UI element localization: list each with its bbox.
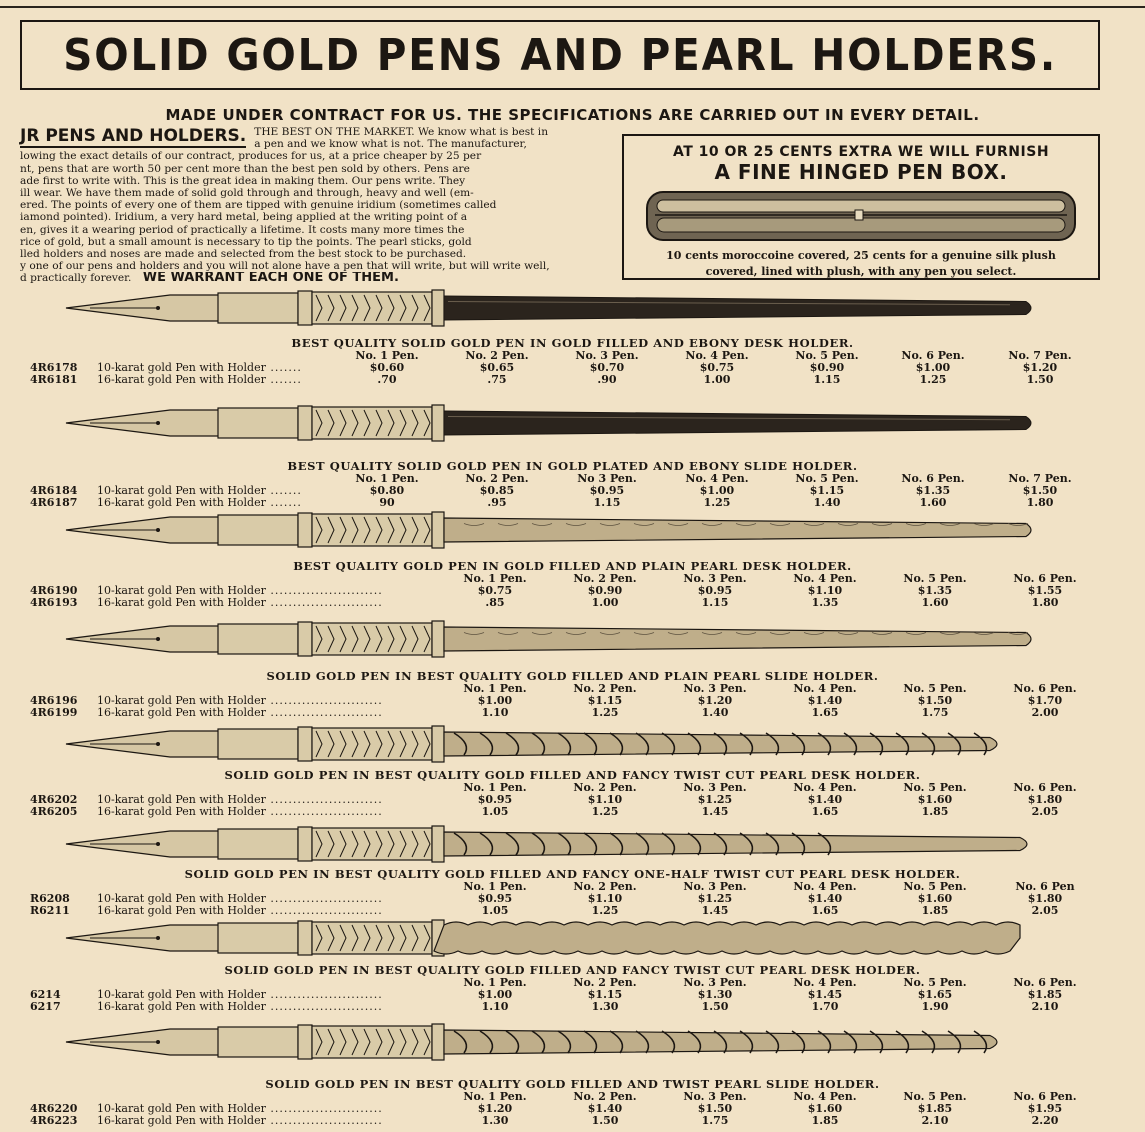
pen-size-header: No. 2 Pen. <box>573 976 637 989</box>
price: $1.25 <box>697 892 733 905</box>
price: $0.95 <box>589 484 625 497</box>
pen-nose <box>218 408 298 438</box>
pen-illustration <box>60 1016 1050 1068</box>
leader-dots: ......................... <box>265 706 383 719</box>
price: $0.70 <box>589 361 625 374</box>
page-subtitle: MADE UNDER CONTRACT FOR US. THE SPECIFICATIONS ARE CARRIED OUT IN EVERY DETAIL. <box>165 106 980 124</box>
price: $1.20 <box>1022 361 1058 374</box>
price: $1.40 <box>807 694 843 707</box>
price: $1.45 <box>807 988 843 1001</box>
leader-dots: ....... <box>265 373 302 386</box>
catalog-number: 4R6184 <box>30 484 78 497</box>
pen-engraved-band <box>312 623 432 655</box>
catalog-number: 4R6181 <box>30 373 78 386</box>
leader-dots: ......................... <box>265 596 383 609</box>
leader-dots: ....... <box>265 484 302 497</box>
leader-dots: ......................... <box>265 1114 383 1127</box>
price: 1.50 <box>701 1000 729 1013</box>
pen-box-caption2: covered, lined with plush, with any pen you select. <box>705 265 1017 278</box>
intro-line: rice of gold, but a small amount is necessary to tip the points. The pearl sticks, gold <box>20 235 472 248</box>
price: $1.55 <box>1027 584 1063 597</box>
price: $1.25 <box>697 793 733 806</box>
intro-line: y one of our pens and holders and you will not alone have a pen that will write, but will write well, <box>20 260 550 273</box>
pen-size-header: No. 4 Pen. <box>685 472 749 485</box>
price: $1.10 <box>587 793 623 806</box>
price: $0.75 <box>699 361 735 374</box>
price: $1.50 <box>1022 484 1058 497</box>
price: 1.00 <box>591 596 619 609</box>
leader-dots: ....... <box>265 361 302 374</box>
pen-size-header: No. 1 Pen. <box>355 472 419 485</box>
pen-size-header: No. 1 Pen. <box>463 880 527 893</box>
catalog-number: 4R6178 <box>30 361 78 374</box>
pen-size-header: No. 6 Pen <box>1015 880 1075 893</box>
price: 1.90 <box>921 1000 949 1013</box>
pen-size-header: No. 2 Pen. <box>573 1090 637 1103</box>
pen-illustration <box>60 398 1050 448</box>
price: 1.25 <box>591 706 619 719</box>
title-box <box>20 20 1100 90</box>
price: $1.00 <box>699 484 735 497</box>
catalog-number: 6214 <box>30 988 61 1001</box>
product-caption: BEST QUALITY SOLID GOLD PEN IN GOLD FILLED AND EBONY DESK HOLDER. <box>291 336 854 350</box>
price: 1.35 <box>811 596 839 609</box>
price: 1.85 <box>921 805 949 818</box>
catalog-number: 6217 <box>30 1000 61 1013</box>
price: 1.40 <box>813 496 841 509</box>
page-title: SOLID GOLD PENS AND PEARL HOLDERS. <box>63 29 1057 81</box>
price: $1.30 <box>697 988 733 1001</box>
pen-size-header: No. 1 Pen. <box>463 781 527 794</box>
product-caption: SOLID GOLD PEN IN BEST QUALITY GOLD FILLED AND FANCY TWIST CUT PEARL DESK HOLDER. <box>224 768 921 782</box>
pen-nose <box>218 923 298 953</box>
pen-nose <box>218 1027 298 1057</box>
intro-line: ade first to write with. This is the great idea in making them. Our pens write. They <box>20 174 466 187</box>
pen-nose <box>218 829 298 859</box>
price: $1.15 <box>587 988 623 1001</box>
pen-illustration <box>60 614 1050 664</box>
price: $1.65 <box>917 988 953 1001</box>
price: 1.25 <box>919 373 947 386</box>
pen-size-header: No. 5 Pen. <box>903 682 967 695</box>
price: 2.00 <box>1031 706 1059 719</box>
pen-size-header: No. 4 Pen. <box>793 572 857 585</box>
leader-dots: ......................... <box>265 1000 383 1013</box>
price: $0.65 <box>479 361 515 374</box>
price: 1.25 <box>591 805 619 818</box>
product-caption: SOLID GOLD PEN IN BEST QUALITY GOLD FILLED AND TWIST PEARL SLIDE HOLDER. <box>265 1077 880 1091</box>
pen-size-header: No. 4 Pen. <box>793 880 857 893</box>
pen-size-header: No. 2 Pen. <box>465 349 529 362</box>
price: 1.60 <box>919 496 947 509</box>
pen-size-header: No. 7 Pen. <box>1008 472 1072 485</box>
pen-size-header: No. 3 Pen. <box>575 349 639 362</box>
pen-nose <box>218 293 298 323</box>
price: $1.15 <box>587 694 623 707</box>
item-description: 16-karat gold Pen with Holder <box>97 805 266 818</box>
intro-last-line: d practically forever. <box>20 272 132 285</box>
catalog-number: R6208 <box>30 892 70 905</box>
pen-size-header: No. 6 Pen. <box>901 349 965 362</box>
price: $0.95 <box>697 584 733 597</box>
pen-size-header: No. 6 Pen. <box>1013 682 1077 695</box>
pen-nose <box>218 729 298 759</box>
pen-illustration <box>60 916 1050 960</box>
price: 1.65 <box>811 805 839 818</box>
price: 2.10 <box>1031 1000 1059 1013</box>
price: 1.40 <box>701 706 729 719</box>
pen-size-header: No. 5 Pen. <box>903 880 967 893</box>
pen-holder <box>434 922 1020 954</box>
item-description: 16-karat gold Pen with Holder <box>97 496 266 509</box>
price: $1.35 <box>915 484 951 497</box>
leader-dots: ......................... <box>265 892 383 905</box>
pen-size-header: No. 5 Pen. <box>903 1090 967 1103</box>
pen-nose <box>218 624 298 654</box>
price: 1.75 <box>701 1114 729 1127</box>
pen-size-header: No. 1 Pen. <box>463 682 527 695</box>
price: $1.10 <box>807 584 843 597</box>
pen-engraved-band <box>312 1026 432 1058</box>
leader-dots: ......................... <box>265 805 383 818</box>
price: 1.10 <box>481 706 509 719</box>
price: 2.05 <box>1031 805 1059 818</box>
price: 1.05 <box>481 904 509 917</box>
pen-size-header: No. 1 Pen. <box>463 1090 527 1103</box>
leader-dots: ......................... <box>265 694 383 707</box>
pen-size-header: No. 5 Pen. <box>903 781 967 794</box>
price: $0.90 <box>809 361 845 374</box>
item-description: 16-karat gold Pen with Holder <box>97 596 266 609</box>
pen-size-header: No. 5 Pen. <box>903 572 967 585</box>
pen-holder <box>444 411 1031 435</box>
price: $1.00 <box>477 694 513 707</box>
price: $1.10 <box>587 892 623 905</box>
pen-size-header: No. 3 Pen. <box>683 1090 747 1103</box>
pen-box-illustration <box>641 188 1081 246</box>
pen-box-ad <box>622 134 1100 280</box>
intro-line: iamond pointed). Iridium, a very hard metal, being applied at the writing point of a <box>20 211 468 224</box>
price: $0.95 <box>477 892 513 905</box>
pen-size-header: No. 1 Pen. <box>463 976 527 989</box>
price: $1.00 <box>915 361 951 374</box>
price: .85 <box>485 596 505 609</box>
product-caption: SOLID GOLD PEN IN BEST QUALITY GOLD FILLED AND FANCY TWIST CUT PEARL DESK HOLDER. <box>224 963 921 977</box>
leader-dots: ....... <box>265 496 302 509</box>
pen-illustration <box>60 722 1050 766</box>
price: 1.30 <box>591 1000 619 1013</box>
catalog-number: R6211 <box>30 904 70 917</box>
pen-size-header: No. 3 Pen. <box>683 976 747 989</box>
price: 1.70 <box>811 1000 839 1013</box>
catalog-number: 4R6190 <box>30 584 78 597</box>
price: $1.80 <box>1027 793 1063 806</box>
catalog-number: 4R6205 <box>30 805 78 818</box>
price: $1.85 <box>1027 988 1063 1001</box>
price: $1.95 <box>1027 1102 1063 1115</box>
intro-head-line: THE BEST ON THE MARKET. We know what is best in <box>254 126 549 138</box>
pen-holder <box>444 296 1031 320</box>
pen-size-header: No. 7 Pen. <box>1008 349 1072 362</box>
price: 1.60 <box>921 596 949 609</box>
pen-box-caption1: 10 cents moroccoine covered, 25 cents for a genuine silk plush <box>666 249 1056 262</box>
pen-nose <box>218 515 298 545</box>
intro-line: lled holders and noses are made and selected from the best stock to be purchased. <box>20 248 467 261</box>
intro-text <box>20 126 602 285</box>
price: $1.40 <box>807 892 843 905</box>
item-description: 10-karat gold Pen with Holder <box>97 1102 266 1115</box>
intro-heading: JR PENS AND HOLDERS. <box>20 126 247 146</box>
price: $0.85 <box>479 484 515 497</box>
item-description: 10-karat gold Pen with Holder <box>97 694 266 707</box>
price: $1.60 <box>807 1102 843 1115</box>
price: .95 <box>487 496 507 509</box>
intro-line: ill wear. We have them made of solid gold through and through, heavy and well (em- <box>20 187 474 200</box>
price: 1.10 <box>481 1000 509 1013</box>
price: 90 <box>379 496 395 509</box>
price: $1.20 <box>697 694 733 707</box>
price: 1.25 <box>591 904 619 917</box>
pen-holder <box>444 627 1031 651</box>
pen-box-line1: AT 10 OR 25 CENTS EXTRA WE WILL FURNISH <box>672 144 1050 160</box>
price: 1.85 <box>811 1114 839 1127</box>
catalog-number: 4R6193 <box>30 596 78 609</box>
intro-line: en, gives it a wearing period of practically a lifetime. It costs many more times the <box>20 223 465 236</box>
pen-size-header: No. 4 Pen. <box>793 781 857 794</box>
price: 2.20 <box>1031 1114 1059 1127</box>
pen-engraved-band <box>312 828 432 860</box>
price: $0.75 <box>477 584 513 597</box>
item-description: 16-karat gold Pen with Holder <box>97 1114 266 1127</box>
item-description: 16-karat gold Pen with Holder <box>97 706 266 719</box>
price: 1.45 <box>701 904 729 917</box>
pen-illustration <box>60 510 1050 550</box>
price: $1.40 <box>807 793 843 806</box>
price: $1.85 <box>917 1102 953 1115</box>
price: $1.35 <box>917 584 953 597</box>
price: 1.50 <box>1026 373 1054 386</box>
pen-size-header: No. 1 Pen. <box>355 349 419 362</box>
pen-holder <box>444 832 1027 856</box>
top-rule <box>0 6 1145 8</box>
price: $0.80 <box>369 484 405 497</box>
pen-size-header: No. 4 Pen. <box>793 1090 857 1103</box>
price: 1.15 <box>701 596 729 609</box>
pen-engraved-band <box>312 728 432 760</box>
pen-size-header: No. 2 Pen. <box>573 781 637 794</box>
pen-size-header: No. 2 Pen. <box>465 472 529 485</box>
price: 1.65 <box>811 706 839 719</box>
item-description: 10-karat gold Pen with Holder <box>97 484 266 497</box>
price: 1.25 <box>703 496 731 509</box>
pen-illustration <box>60 284 1050 332</box>
pen-size-header: No. 6 Pen. <box>1013 1090 1077 1103</box>
catalog-number: 4R6199 <box>30 706 78 719</box>
price: $1.15 <box>809 484 845 497</box>
item-description: 10-karat gold Pen with Holder <box>97 584 266 597</box>
price: $1.60 <box>917 793 953 806</box>
price: $0.95 <box>477 793 513 806</box>
pen-size-header: No. 1 Pen. <box>463 572 527 585</box>
price: .90 <box>597 373 617 386</box>
pen-size-header: No. 2 Pen. <box>573 682 637 695</box>
product-caption: SOLID GOLD PEN IN BEST QUALITY GOLD FILLED AND PLAIN PEARL SLIDE HOLDER. <box>266 669 879 683</box>
pen-holder <box>444 1030 997 1054</box>
price: $1.20 <box>477 1102 513 1115</box>
price: $1.00 <box>477 988 513 1001</box>
price: 1.05 <box>481 805 509 818</box>
pen-size-header: No. 2 Pen. <box>573 880 637 893</box>
price: $0.90 <box>587 584 623 597</box>
catalog-number: 4R6202 <box>30 793 78 806</box>
pen-size-header: No. 4 Pen. <box>793 682 857 695</box>
price: 1.15 <box>593 496 621 509</box>
pen-size-header: No. 4 Pen. <box>793 976 857 989</box>
item-description: 10-karat gold Pen with Holder <box>97 793 266 806</box>
pen-size-header: No. 6 Pen. <box>901 472 965 485</box>
pen-size-header: No. 3 Pen. <box>683 781 747 794</box>
pen-size-header: No. 6 Pen. <box>1013 572 1077 585</box>
product-caption: BEST QUALITY SOLID GOLD PEN IN GOLD PLATED AND EBONY SLIDE HOLDER. <box>287 459 858 473</box>
item-description: 16-karat gold Pen with Holder <box>97 904 266 917</box>
price: $1.40 <box>587 1102 623 1115</box>
pen-size-header: No. 4 Pen. <box>685 349 749 362</box>
pen-size-header: No. 3 Pen. <box>683 572 747 585</box>
price: $1.50 <box>917 694 953 707</box>
pen-size-header: No. 3 Pen. <box>683 682 747 695</box>
price: $1.80 <box>1027 892 1063 905</box>
item-description: 10-karat gold Pen with Holder <box>97 361 266 374</box>
intro-line: lowing the exact details of our contract, produces for us, at a price cheaper by 25 per <box>20 150 482 163</box>
price: 2.10 <box>921 1114 949 1127</box>
pen-engraved-band <box>312 292 432 324</box>
catalog-number: 4R6220 <box>30 1102 78 1115</box>
price: 1.30 <box>481 1114 509 1127</box>
pen-illustration <box>60 822 1050 866</box>
pen-holder <box>444 518 1031 542</box>
price: .70 <box>377 373 397 386</box>
price: $1.60 <box>917 892 953 905</box>
intro-line: ered. The points of every one of them are tipped with genuine iridium (sometimes called <box>20 199 497 212</box>
price: $0.60 <box>369 361 405 374</box>
intro-warrant: WE WARRANT EACH ONE OF THEM. <box>142 272 399 285</box>
price: $1.50 <box>697 1102 733 1115</box>
pen-size-header: No. 5 Pen. <box>795 349 859 362</box>
pen-holder <box>444 732 997 756</box>
leader-dots: ......................... <box>265 793 383 806</box>
pen-engraved-band <box>312 407 432 439</box>
price: 1.80 <box>1026 496 1054 509</box>
leader-dots: ......................... <box>265 988 383 1001</box>
price: $1.70 <box>1027 694 1063 707</box>
pen-size-header: No. 5 Pen. <box>795 472 859 485</box>
pen-box-line2: A FINE HINGED PEN BOX. <box>714 160 1008 184</box>
price: 1.45 <box>701 805 729 818</box>
intro-head-line: a pen and we know what is not. The manufacturer, <box>254 138 527 151</box>
price: 1.75 <box>921 706 949 719</box>
leader-dots: ......................... <box>265 904 383 917</box>
catalog-number: 4R6196 <box>30 694 78 707</box>
item-description: 16-karat gold Pen with Holder <box>97 373 266 386</box>
leader-dots: ......................... <box>265 1102 383 1115</box>
catalog-number: 4R6187 <box>30 496 78 509</box>
pen-size-header: No. 5 Pen. <box>903 976 967 989</box>
item-description: 16-karat gold Pen with Holder <box>97 1000 266 1013</box>
price: 1.85 <box>921 904 949 917</box>
pen-size-header: No 3 Pen. <box>577 472 637 485</box>
price: 1.50 <box>591 1114 619 1127</box>
pen-size-header: No. 3 Pen. <box>683 880 747 893</box>
catalog-number: 4R6223 <box>30 1114 78 1127</box>
pen-size-header: No. 2 Pen. <box>573 572 637 585</box>
price: 1.80 <box>1031 596 1059 609</box>
product-caption: SOLID GOLD PEN IN BEST QUALITY GOLD FILLED AND FANCY ONE-HALF TWIST CUT PEARL DESK HOLDER. <box>184 867 961 881</box>
item-description: 10-karat gold Pen with Holder <box>97 988 266 1001</box>
item-description: 10-karat gold Pen with Holder <box>97 892 266 905</box>
price: 2.05 <box>1031 904 1059 917</box>
product-caption: BEST QUALITY GOLD PEN IN GOLD FILLED AND PLAIN PEARL DESK HOLDER. <box>293 559 852 573</box>
price: 1.65 <box>811 904 839 917</box>
pen-size-header: No. 6 Pen. <box>1013 781 1077 794</box>
price: 1.00 <box>703 373 731 386</box>
pen-engraved-band <box>312 922 432 954</box>
pen-size-header: No. 6 Pen. <box>1013 976 1077 989</box>
intro-line: nt, pens that are worth 50 per cent more than the best pen sold by others. Pens are <box>20 162 470 175</box>
price: 1.15 <box>813 373 841 386</box>
pen-engraved-band <box>312 514 432 546</box>
price: .75 <box>487 373 507 386</box>
leader-dots: ......................... <box>265 584 383 597</box>
